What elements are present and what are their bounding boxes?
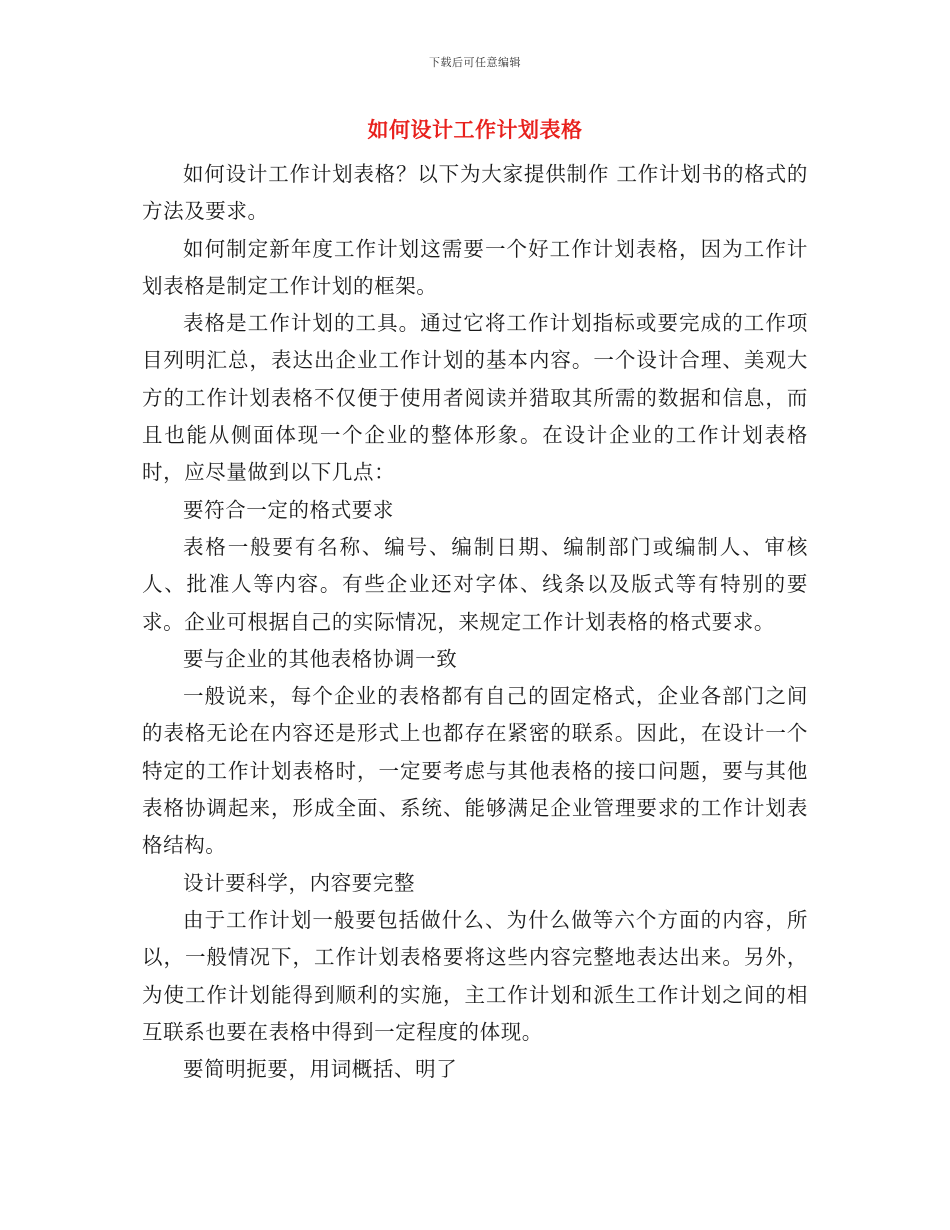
document-title: 如何设计工作计划表格 bbox=[367, 117, 583, 142]
header-note: 下载后可任意编辑 bbox=[429, 56, 521, 69]
paragraph-consistency: 一般说来，每个企业的表格都有自己的固定格式，企业各部门之间的表格无论在内容还是形式上也都存在紧密的联系。因此，在设计一个特定的工作计划表格时，一定要考虑与其他表格的接口问题，要与其他表格协调起来，形成全面、系统、能够满足企业管理要求的工作计划表格结构。 bbox=[142, 684, 808, 858]
section-heading-design: 设计要科学，内容要完整 bbox=[183, 870, 416, 895]
paragraph-table-tool: 表格是工作计划的工具。通过它将工作计划指标或要完成的工作项目列明汇总，表达出企业工作计划的基本内容。一个设计合理、美观大方的工作计划表格不仅便于使用者阅读并猎取其所需的数据和信息，而且也能从侧面体现一个企业的整体形象。在设计企业的工作计划表格时，应尽量做到以下几点： bbox=[142, 311, 808, 485]
section-heading-concise: 要简明扼要，用词概括、明了 bbox=[183, 1057, 458, 1082]
section-heading-format: 要符合一定的格式要求 bbox=[183, 497, 394, 522]
paragraph-new-year-plan: 如何制定新年度工作计划这需要一个好工作计划表格，因为工作计划表格是制定工作计划的框架。 bbox=[142, 236, 808, 298]
paragraph-design: 由于工作计划一般要包括做什么、为什么做等六个方面的内容，所以，一般情况下，工作计划表格要将这些内容完整地表达出来。另外，为使工作计划能得到顺利的实施，主工作计划和派生工作计划之间的相互联系也要在表格中得到一定程度的体现。 bbox=[142, 907, 808, 1044]
paragraph-format: 表格一般要有名称、编号、编制日期、编制部门或编制人、审核人、批准人等内容。有些企业还对字体、线条以及版式等有特别的要求。企业可根据自己的实际情况，来规定工作计划表格的格式要求。 bbox=[142, 534, 808, 634]
section-heading-consistency: 要与企业的其他表格协调一致 bbox=[183, 646, 458, 671]
document-body bbox=[142, 156, 808, 1088]
paragraph-intro: 如何设计工作计划表格？以下为大家提供制作 工作计划书的格式的方法及要求。 bbox=[142, 162, 808, 224]
